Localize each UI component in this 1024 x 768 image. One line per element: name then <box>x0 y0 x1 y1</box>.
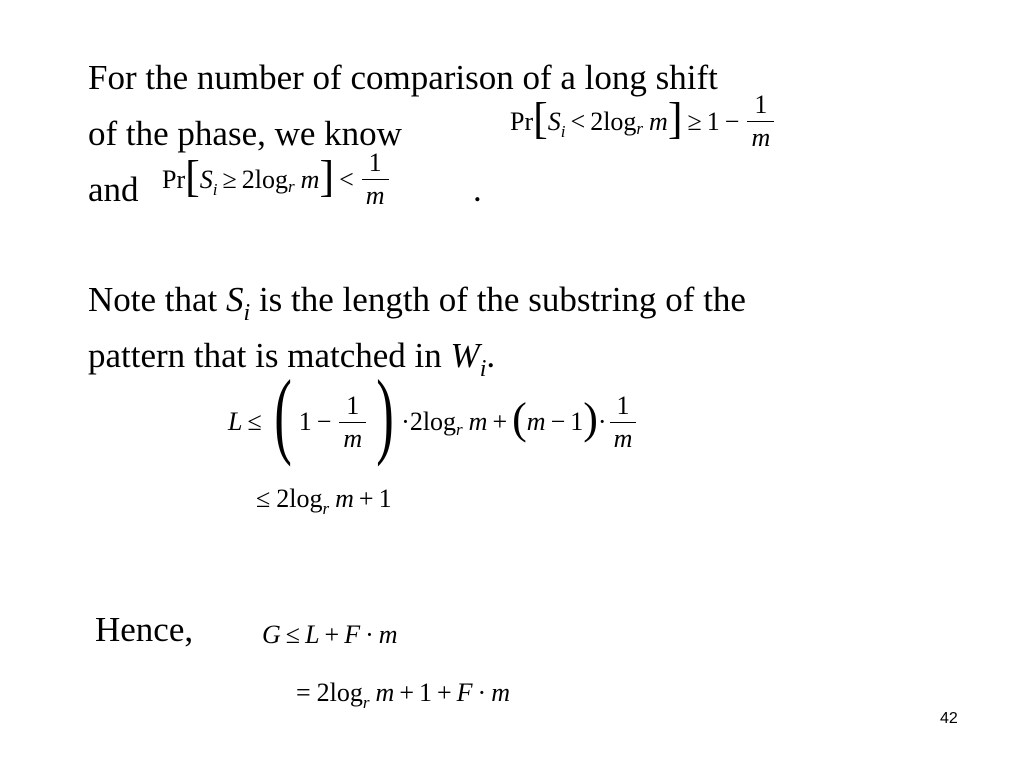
fraction-numerator: 1 <box>368 148 382 177</box>
const-two: 2 <box>590 106 604 136</box>
paragraph1-line3-prefix: and <box>88 170 139 209</box>
subscript-r: r <box>322 499 330 518</box>
left-paren-small: ( <box>512 394 527 443</box>
paragraph2-line1 <box>88 280 746 326</box>
formula-G-bound <box>262 622 398 648</box>
geq-sign: ≥ <box>222 164 237 194</box>
leq-sign: ≤ <box>247 407 262 436</box>
plus-sign: + <box>358 484 374 513</box>
pr-operator: Pr <box>162 164 186 194</box>
subscript-r: r <box>636 119 644 138</box>
log-operator: log <box>603 106 637 136</box>
leq-sign: ≤ <box>256 484 271 513</box>
const-one: 1 <box>298 407 312 436</box>
var-m: m <box>300 164 320 194</box>
paragraph1-line2: of the phase, we know <box>88 114 402 153</box>
var-L: L <box>305 620 320 649</box>
formula-G-simplified <box>296 678 510 712</box>
const-one: 1 <box>378 484 392 513</box>
paragraph1-line1: For the number of comparison of a long shift <box>88 58 718 97</box>
const-one: 1 <box>418 678 432 707</box>
var-G: G <box>262 620 281 649</box>
less-than-sign: < <box>339 164 354 194</box>
subscript-i: i <box>479 356 487 382</box>
fraction-denominator: m <box>613 423 633 453</box>
var-m: m <box>378 620 398 649</box>
log-operator: log <box>422 407 457 436</box>
fraction-numerator: 1 <box>754 90 768 119</box>
const-one: 1 <box>706 106 720 136</box>
fraction-one-over-m <box>362 150 389 209</box>
formula-probability-geq <box>162 150 392 209</box>
left-bracket: [ <box>185 151 200 201</box>
const-two: 2 <box>409 407 423 436</box>
fraction-one-over-m <box>339 390 366 453</box>
fraction-denominator: m <box>365 181 385 210</box>
subscript-i: i <box>243 300 251 326</box>
formula-L-simplified <box>256 484 392 518</box>
left-paren: ( <box>273 360 292 467</box>
var-W: W <box>450 336 480 375</box>
log-operator: log <box>254 164 289 194</box>
const-two: 2 <box>276 484 290 513</box>
leq-sign: ≤ <box>285 620 301 649</box>
left-bracket: [ <box>533 93 548 143</box>
var-F: F <box>456 678 473 707</box>
formula-probability-less <box>510 92 777 151</box>
plus-sign: + <box>436 678 452 707</box>
right-paren: ) <box>376 360 394 467</box>
paragraph1-line3-period: . <box>473 170 482 209</box>
cdot: · <box>401 407 410 436</box>
formula-L-bound <box>228 360 639 470</box>
fraction-numerator: 1 <box>616 390 630 420</box>
var-S: S <box>547 106 561 136</box>
subscript-r: r <box>362 693 370 712</box>
paragraph2-line2-period: . <box>486 336 496 375</box>
var-m: m <box>526 407 546 436</box>
var-F: F <box>344 620 361 649</box>
paragraph2-text-end: is the length of the substring of the <box>250 280 746 319</box>
geq-sign: ≥ <box>687 106 702 136</box>
const-one: 1 <box>570 407 584 436</box>
subscript-r: r <box>288 177 295 196</box>
cdot: · <box>365 620 374 649</box>
subscript-r: r <box>456 419 463 439</box>
cdot: · <box>477 678 487 707</box>
const-two: 2 <box>316 678 330 707</box>
minus-sign: − <box>550 407 566 436</box>
right-bracket: ] <box>667 93 683 143</box>
log-operator: log <box>289 484 323 513</box>
var-m: m <box>468 407 488 436</box>
minus-sign: − <box>316 407 332 436</box>
less-than-sign: < <box>570 106 586 136</box>
plus-sign: + <box>492 407 508 436</box>
cdot: · <box>597 407 607 436</box>
var-m: m <box>491 678 510 707</box>
var-L: L <box>228 407 243 436</box>
equals-sign: = <box>296 678 311 707</box>
plus-sign: + <box>399 678 414 707</box>
fraction-denominator: m <box>751 123 771 152</box>
var-m: m <box>649 106 668 136</box>
minus-sign: − <box>724 106 740 136</box>
subscript-i: i <box>560 121 566 141</box>
pr-operator: Pr <box>510 106 534 136</box>
log-operator: log <box>329 678 363 707</box>
slide-page-number: 42 <box>940 710 958 727</box>
var-S: S <box>199 164 213 194</box>
right-bracket: ] <box>319 151 335 201</box>
fraction-denominator: m <box>343 423 363 453</box>
var-m: m <box>335 484 354 513</box>
fraction-numerator: 1 <box>346 390 360 420</box>
plus-sign: + <box>324 620 340 649</box>
fraction-one-over-m <box>610 390 637 453</box>
paragraph2-line2-text: pattern that is matched in <box>88 336 451 375</box>
var-S: S <box>226 280 244 319</box>
const-two: 2 <box>241 164 255 194</box>
hence-label: Hence, <box>95 610 194 649</box>
subscript-i: i <box>212 179 218 199</box>
fraction-one-over-m <box>747 92 774 151</box>
right-paren-small: ) <box>583 394 598 443</box>
var-m: m <box>375 678 395 707</box>
paragraph2-text-start: Note that <box>88 280 227 319</box>
